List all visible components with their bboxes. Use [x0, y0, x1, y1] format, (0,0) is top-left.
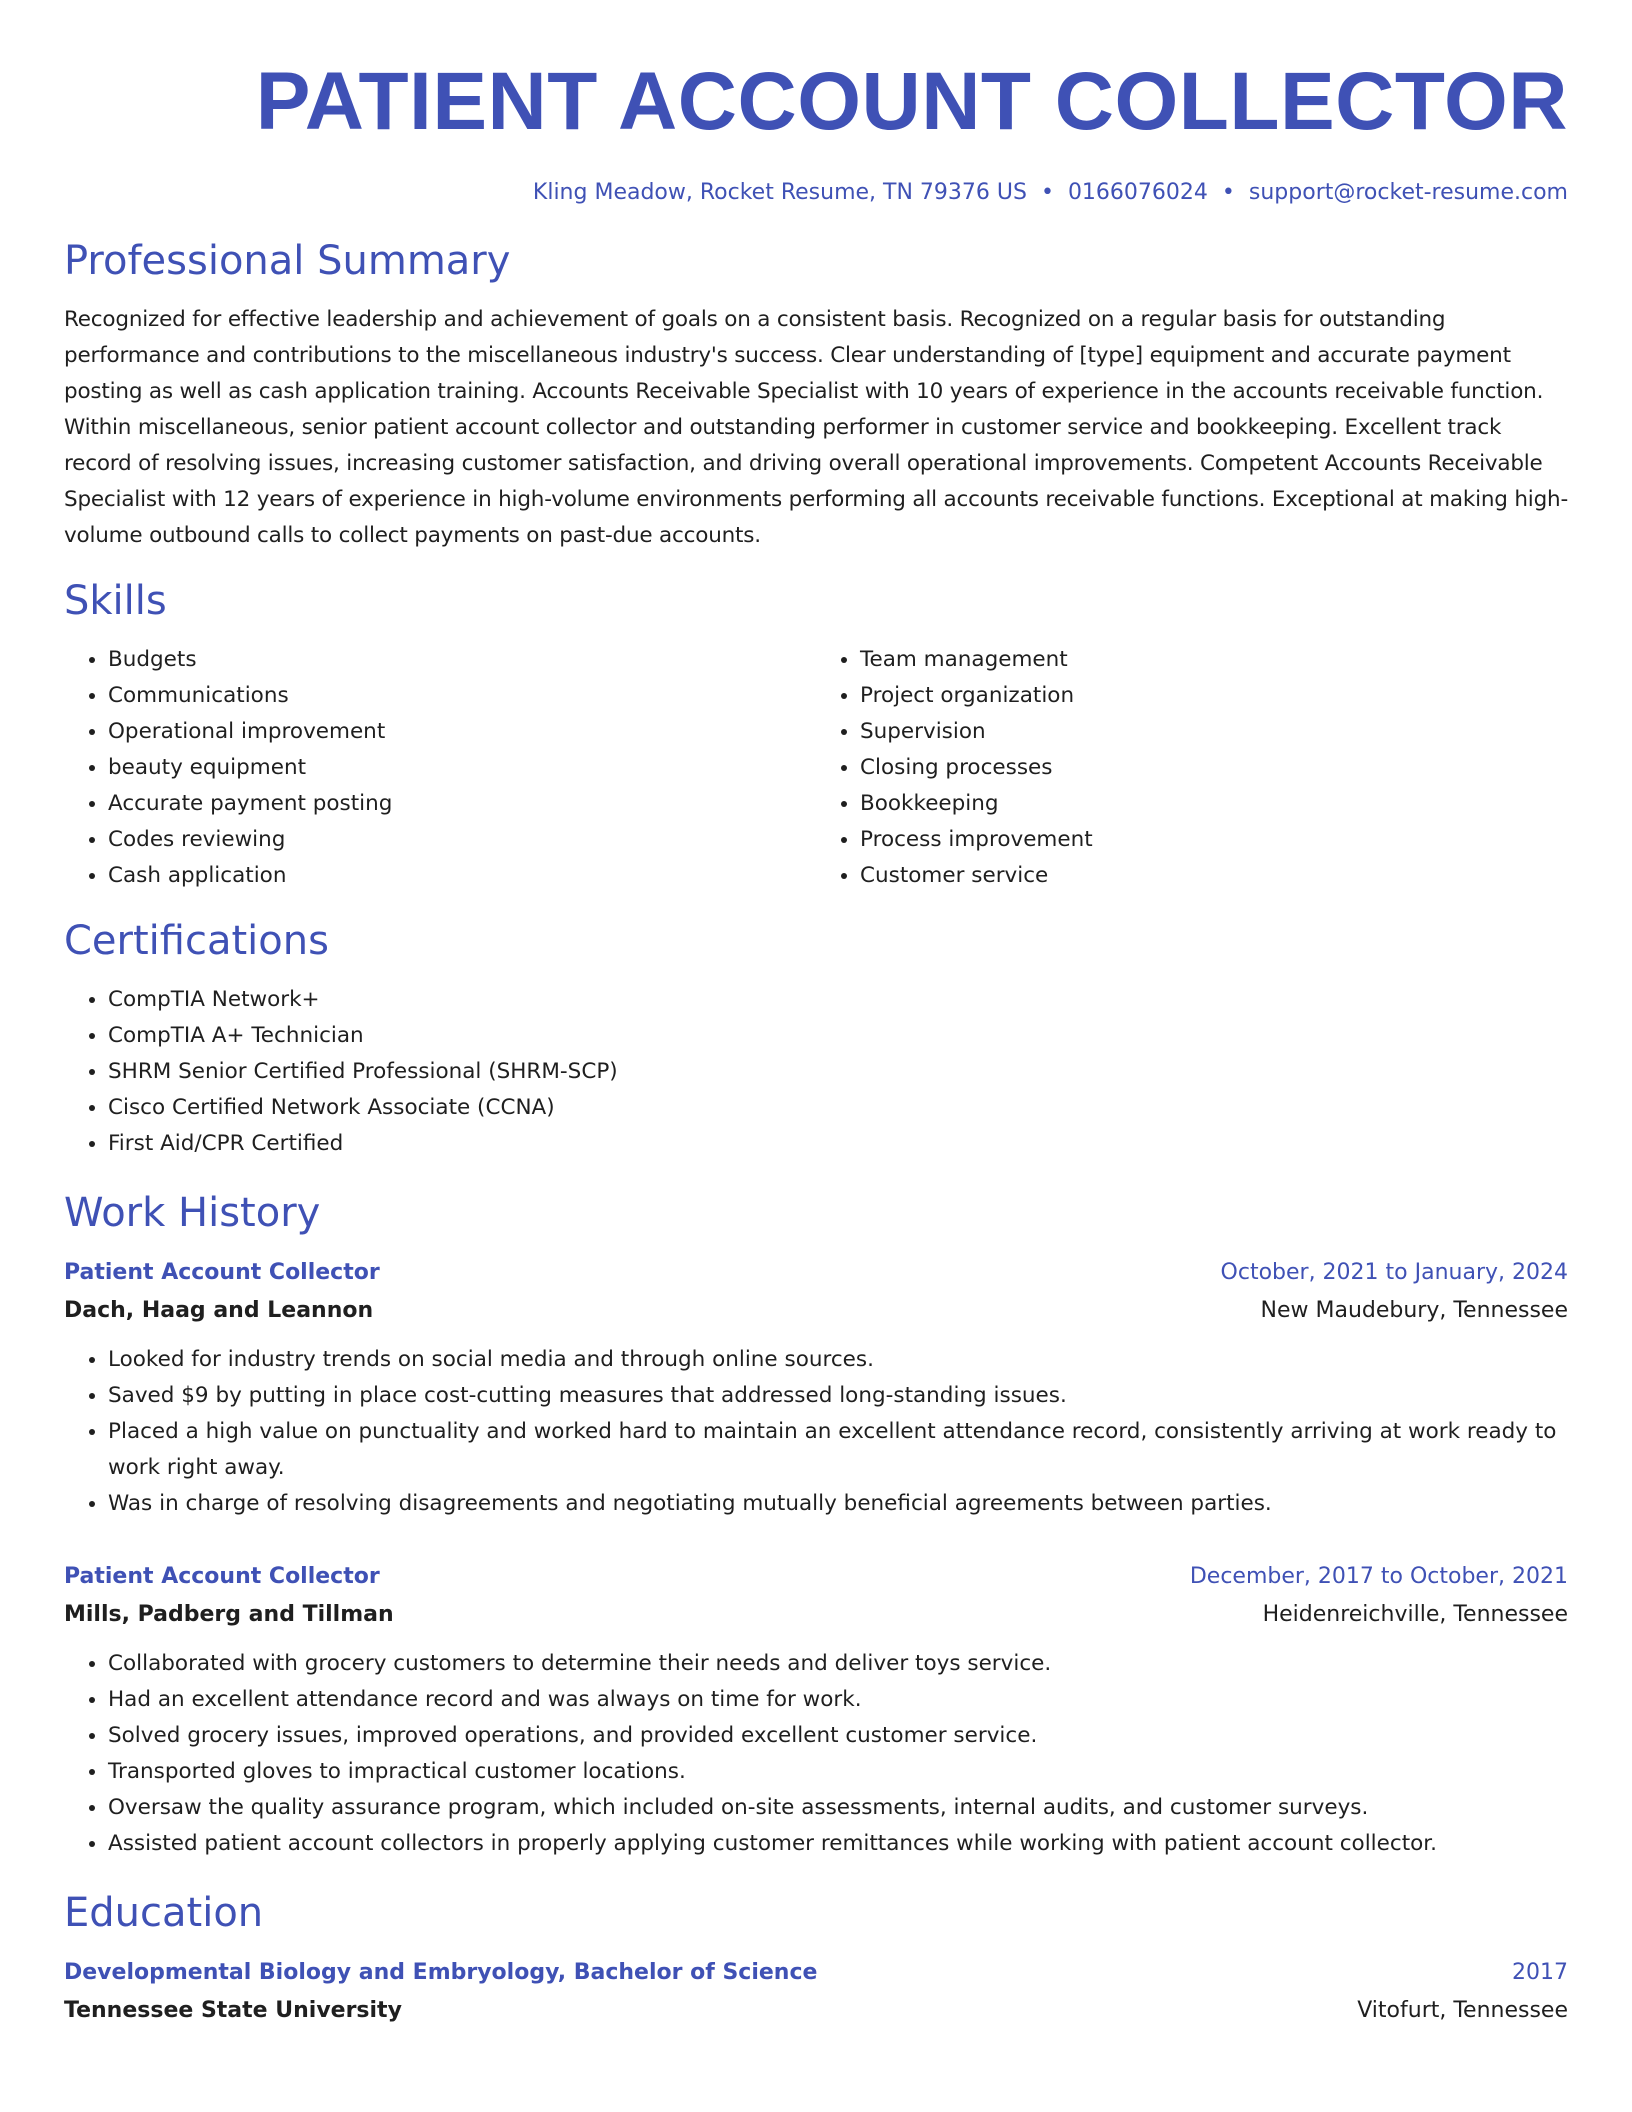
education-heading: Education: [64, 1890, 264, 1936]
list-item: • Closing processes: [860, 750, 1568, 786]
list-item: • Solved grocery issues, improved operations, and provided excellent customer service.: [108, 1718, 1568, 1754]
list-item: • Communications: [108, 678, 816, 714]
list-item: • beauty equipment: [108, 750, 816, 786]
skills-list-left: [64, 642, 816, 894]
skills-heading: Skills: [64, 578, 167, 624]
resume-header: [64, 0, 1568, 208]
separator-dot: •: [1040, 180, 1054, 205]
list-item: • CompTIA A+ Technician: [108, 1018, 1568, 1054]
work-history-section: [64, 1188, 1568, 1862]
list-item: • Budgets: [108, 642, 816, 678]
list-item: • Saved $9 by putting in place cost-cutting measures that addressed long-standing issues.: [108, 1378, 1568, 1414]
list-item: • Project organization: [860, 678, 1568, 714]
job-location: New Maudebury, Tennessee: [1260, 1298, 1568, 1323]
list-item: • Process improvement: [860, 822, 1568, 858]
job-title-row: [64, 1254, 1568, 1292]
education-degree-row: [64, 1954, 1568, 1992]
list-item: • Operational improvement: [108, 714, 816, 750]
skills-list-right: [816, 642, 1568, 894]
job-company: Mills, Padberg and Tillman: [64, 1602, 394, 1627]
list-item: • Team management: [860, 642, 1568, 678]
job-bullets: [64, 1342, 1568, 1522]
job-title: Patient Account Collector: [64, 1260, 380, 1285]
list-item: • Customer service: [860, 858, 1568, 894]
list-item: • Cash application: [108, 858, 816, 894]
job-entry: [64, 1254, 1568, 1522]
list-item: • Placed a high value on punctuality and worked hard to maintain an excellent attendance record, consistently arriving at work ready to work right away.: [108, 1414, 1568, 1486]
job-bullets: [64, 1646, 1568, 1862]
education-school-row: [64, 1992, 1568, 2030]
skills-section: [64, 576, 1568, 894]
list-item: • Bookkeeping: [860, 786, 1568, 822]
education-school: Tennessee State University: [64, 1998, 402, 2023]
list-item: • First Aid/CPR Certified: [108, 1126, 1568, 1162]
job-company-row: [64, 1596, 1568, 1634]
candidate-name: PATIENT ACCOUNT COLLECTOR: [255, 56, 1568, 147]
summary-text: Recognized for effective leadership and achievement of goals on a consistent basis. Recognized on a regular basis for outstanding performance and contributions to the miscellaneous industry's success. Clear understanding of [type] equipment and accurate payment posting as well as cash application training. Accounts Receivable Specialist with 10 years of experience in the accounts receivable function. Within miscellaneous, senior patient account collector and outstanding performer in customer service and bookkeeping. Excellent track record of resolving issues, increasing customer satisfaction, and driving overall operational improvements. Competent Accounts Receivable Specialist with 12 years of experience in high-volume environments performing all accounts receivable functions. Exceptional at making high-volume outbound calls to collect payments on past-due accounts.: [64, 307, 1569, 548]
list-item: • Collaborated with grocery customers to determine their needs and deliver toys service.: [108, 1646, 1568, 1682]
contact-email: support@rocket-resume.com: [1248, 180, 1568, 205]
list-item: • SHRM Senior Certified Professional (SHRM-SCP): [108, 1054, 1568, 1090]
certifications-section: [64, 916, 1568, 1162]
job-company-row: [64, 1292, 1568, 1330]
list-item: • Cisco Certified Network Associate (CCNA): [108, 1090, 1568, 1126]
separator-dot: •: [1221, 180, 1235, 205]
contact-line: [64, 178, 1568, 208]
job-dates: October, 2021 to January, 2024: [1220, 1260, 1568, 1285]
contact-phone: 0166076024: [1067, 180, 1208, 205]
education-entry: [64, 1954, 1568, 2030]
list-item: • Looked for industry trends on social media and through online sources.: [108, 1342, 1568, 1378]
job-location: Heidenreichville, Tennessee: [1262, 1602, 1568, 1627]
list-item: • CompTIA Network+: [108, 982, 1568, 1018]
list-item: • Was in charge of resolving disagreements and negotiating mutually beneficial agreements between parties.: [108, 1486, 1568, 1522]
education-degree: Developmental Biology and Embryology, Bachelor of Science: [64, 1960, 818, 1985]
summary-section: [64, 236, 1568, 554]
list-item: • Supervision: [860, 714, 1568, 750]
job-company: Dach, Haag and Leannon: [64, 1298, 374, 1323]
education-section: [64, 1888, 1568, 2030]
job-title-row: [64, 1558, 1568, 1596]
job-title: Patient Account Collector: [64, 1564, 380, 1589]
certifications-heading: Certifications: [64, 918, 329, 964]
job-dates: December, 2017 to October, 2021: [1189, 1564, 1568, 1589]
job-entry: [64, 1558, 1568, 1862]
list-item: • Assisted patient account collectors in properly applying customer remittances while working with patient account collector.: [108, 1826, 1568, 1862]
list-item: • Oversaw the quality assurance program, which included on-site assessments, internal audits, and customer surveys.: [108, 1790, 1568, 1826]
education-location: Vitofurt, Tennessee: [1357, 1998, 1568, 2023]
summary-heading: Professional Summary: [64, 238, 511, 284]
list-item: • Transported gloves to impractical customer locations.: [108, 1754, 1568, 1790]
work-history-heading: Work History: [64, 1190, 321, 1236]
certifications-list: [64, 982, 1568, 1162]
list-item: • Accurate payment posting: [108, 786, 816, 822]
contact-address: Kling Meadow, Rocket Resume, TN 79376 US: [532, 180, 1027, 205]
education-year: 2017: [1512, 1960, 1568, 1985]
list-item: • Had an excellent attendance record and was always on time for work.: [108, 1682, 1568, 1718]
list-item: • Codes reviewing: [108, 822, 816, 858]
skills-columns: [64, 642, 1568, 894]
